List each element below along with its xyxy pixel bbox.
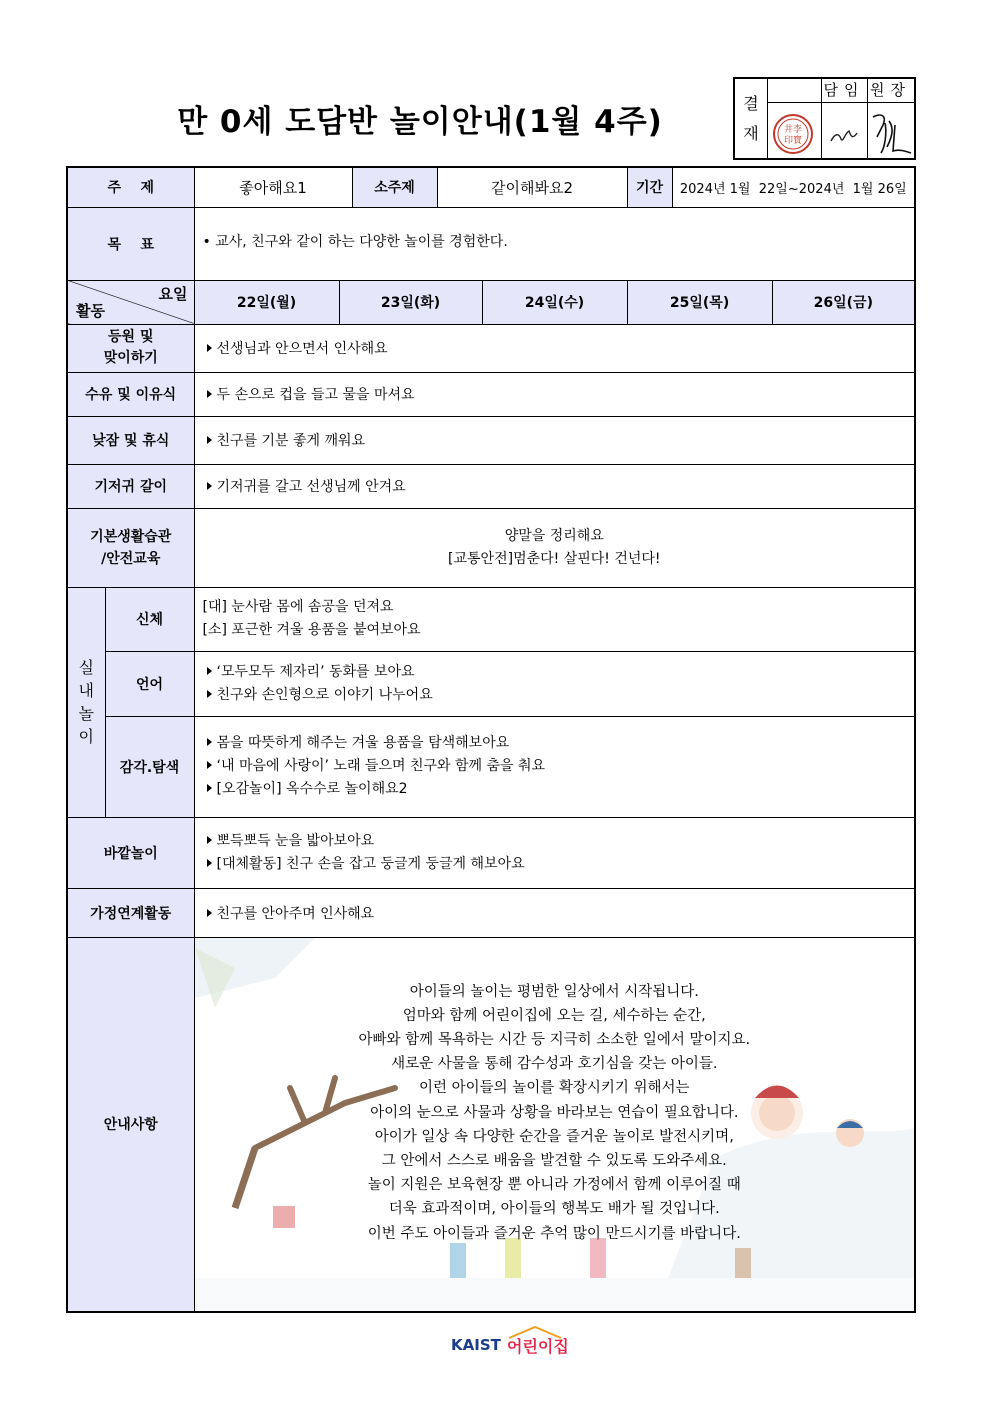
notice-label: 안내사항 — [67, 937, 194, 1312]
approval-teacher — [821, 79, 868, 158]
director-signature — [867, 103, 914, 161]
logo-brand: KAIST — [451, 1336, 501, 1354]
habits-row — [67, 508, 915, 587]
svg-text:印寶: 印寶 — [783, 136, 803, 146]
outdoor-row — [67, 817, 915, 888]
nap-text: 친구를 기분 좋게 깨워요 — [194, 416, 915, 464]
diaper-label: 기저귀 갈이 — [67, 464, 194, 508]
logo-brand-kr: 어린이집 — [507, 1337, 569, 1356]
teacher-signature — [821, 103, 867, 161]
day-header: 24일(수) — [482, 280, 627, 324]
theme-value: 좋아해요1 — [194, 167, 352, 207]
sensory-text: 몸을 따뜻하게 해주는 겨울 용품을 탐색해보아요 ‘내 마음에 사랑이’ 노래 들으며 친구와 함께 춤을 춰요 [오감놀이] 옥수수로 놀이해요2 — [194, 716, 915, 817]
day-activity-header — [67, 280, 194, 324]
subtheme-value: 같이해봐요2 — [437, 167, 627, 207]
physical-text: [대] 눈사람 몸에 솜공을 던져요 [소] 포근한 겨울 용품을 붙여보아요 — [194, 587, 915, 651]
day-header: 25일(목) — [627, 280, 772, 324]
approval-blank — [767, 79, 822, 158]
approval-box — [733, 77, 916, 160]
home-text: 친구를 안아주며 인사해요 — [194, 888, 915, 937]
habits-text: 양말을 정리해요 [교통안전]멈춘다! 살핀다! 건넌다! — [194, 508, 915, 587]
sensory-label: 감각.탐색 — [105, 716, 194, 817]
feeding-text: 두 손으로 컵을 들고 물을 마셔요 — [194, 372, 915, 416]
theme-label: 주 제 — [67, 167, 194, 207]
arrival-label: 등원 및 맞이하기 — [67, 324, 194, 372]
outdoor-text: 뽀득뽀득 눈을 밟아보아요 [대체활동] 친구 손을 잡고 둥글게 둥글게 해보아요 — [194, 817, 915, 888]
day-label: 요일 — [158, 284, 188, 303]
arrival-row — [67, 324, 915, 372]
goal-row — [67, 207, 915, 280]
svg-text:井李: 井李 — [783, 125, 803, 135]
approval-label: 결 재 — [735, 79, 768, 158]
subtheme-label: 소주제 — [352, 167, 437, 207]
physical-label: 신체 — [105, 587, 194, 651]
activity-label: 활동 — [76, 301, 105, 320]
period-value: 2024년 1월 22일~2024년 1월 26일 — [672, 167, 915, 207]
indoor-group-label: 실 내 놀 이 — [67, 587, 105, 817]
feeding-label: 수유 및 이유식 — [67, 372, 194, 416]
period-label: 기간 — [627, 167, 672, 207]
day-header: 22일(월) — [194, 280, 339, 324]
days-header-row — [67, 280, 915, 324]
arrival-text: 선생님과 안으면서 인사해요 — [194, 324, 915, 372]
day-header: 23일(화) — [339, 280, 482, 324]
weekly-plan-table — [66, 166, 916, 1313]
language-row — [67, 651, 915, 716]
page-title: 만 0세 도담반 놀이안내(1월 4주) — [177, 104, 663, 140]
habits-label: 기본생활습관 /안전교육 — [67, 508, 194, 587]
sensory-row — [67, 716, 915, 817]
notice-text: 아이들의 놀이는 평범한 일상에서 시작됩니다. 엄마와 함께 어린이집에 오는 길, 세수하는 순간, 아빠와 함께 목욕하는 시간 등 지극히 소소한 일에서 말이지요. 새로운 사물을 통해 감수성과 호기심을 갖는 아이들. 이런 아이들의 놀이를 확장시키기 위해서는 아이의 눈으로 사물과 상황을 바라보는 연습이 필요합니다. 아이가 일상 속 다양한 순간을 즐거운 놀이로 발전시키며, 그 안에서 스스로 배움을 발견할 수 있도록 도와주세요. 놀이 지원은 보육현장 뿐 아니라 가정에서 함께 이루어질 때 더욱 효과적이며, 아이들의 행복도 배가 될 것입니다. 이번 주도 아이들과 즐거운 추억 많이 만드시기를 바랍니다. — [358, 983, 751, 1242]
goal-label: 목 표 — [67, 207, 194, 280]
home-row — [67, 888, 915, 937]
outdoor-label: 바깥놀이 — [67, 817, 194, 888]
nap-label: 낮잠 및 휴식 — [67, 416, 194, 464]
day-header: 26일(금) — [772, 280, 915, 324]
approval-stamp — [767, 103, 821, 161]
approval-teacher-header: 담임 — [821, 79, 867, 103]
feeding-row — [67, 372, 915, 416]
home-label: 가정연계활동 — [67, 888, 194, 937]
language-text: ‘모두모두 제자리’ 동화를 보아요 친구와 손인형으로 이야기 나누어요 — [194, 651, 915, 716]
language-label: 언어 — [105, 651, 194, 716]
approval-director — [867, 79, 914, 158]
diaper-text: 기저귀를 갈고 선생님께 안겨요 — [194, 464, 915, 508]
nap-row — [67, 416, 915, 464]
physical-row — [67, 587, 915, 651]
approval-director-header: 원장 — [867, 79, 914, 103]
kaist-kindergarten-logo — [451, 1326, 571, 1360]
notice-row — [67, 937, 915, 1312]
diaper-row — [67, 464, 915, 508]
notice-cell — [194, 937, 915, 1312]
goal-text: • 교사, 친구와 같이 하는 다양한 놀이를 경험한다. — [194, 207, 915, 280]
theme-row — [67, 167, 915, 207]
